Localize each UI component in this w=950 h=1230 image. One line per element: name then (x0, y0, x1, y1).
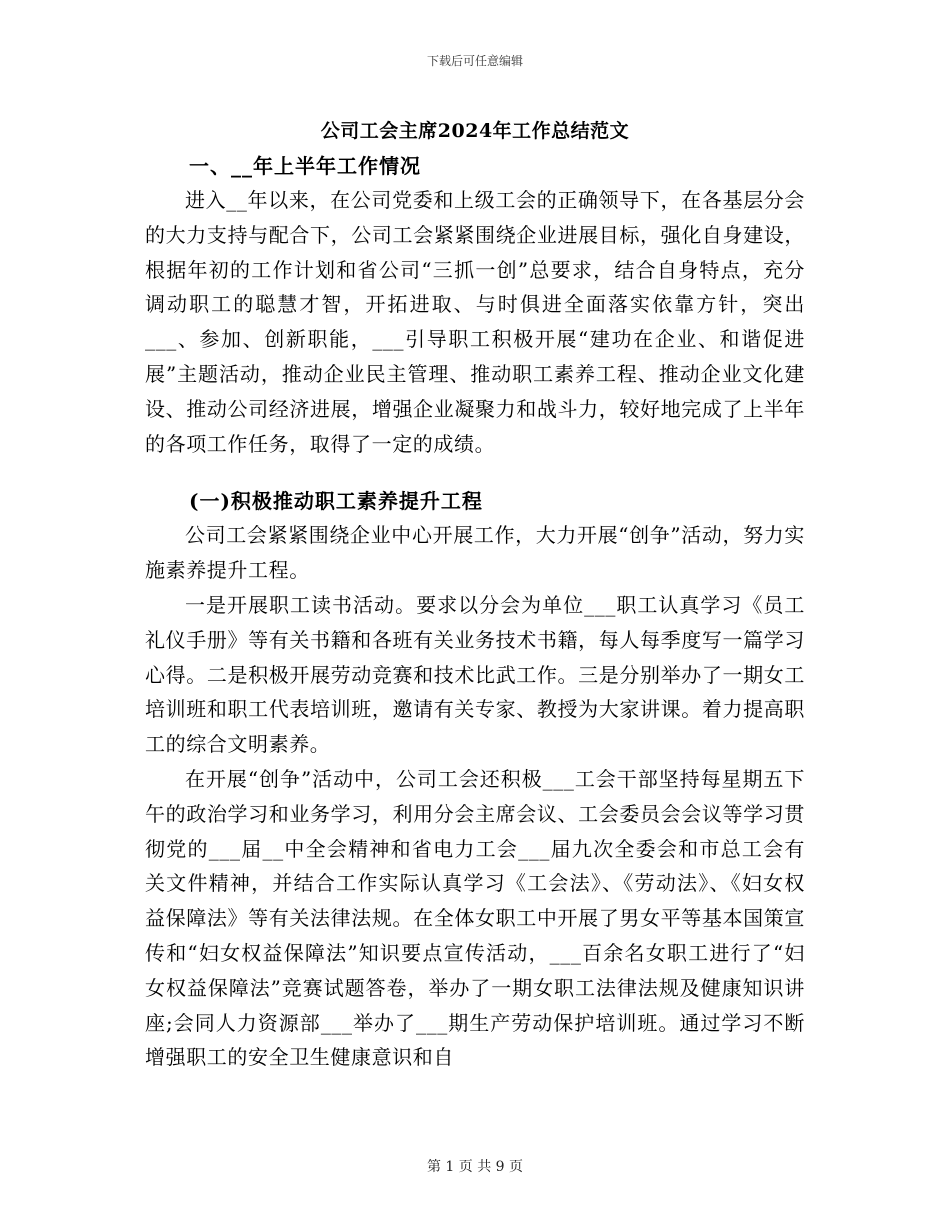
document-title: 公司工会主席2024年工作总结范文 (320, 120, 630, 142)
paragraph-4: 在开展“创争”活动中，公司工会还积极___工会干部坚持每星期五下午的政治学习和业务学习，利用分会主席会议、工会委员会会议等学习贯彻党的___届__中全会精神和省电力工会___届九次全委会和市总工会有关文件精神，并结合工作实际认真学习《工会法》、《劳动法》、《妇女权益保障法》等有关法律法规。在全体女职工中开展了男女平等基本国策宣传和“妇女权益保障法”知识要点宣传活动，___百余名女职工进行了“妇女权益保障法”竞赛试题答卷，举办了一期女职工法律法规及健康知识讲座;会同人力资源部___举办了___期生产劳动保护培训班。通过学习不断增强职工的安全卫生健康意识和自 (145, 767, 805, 1070)
header-note: 下载后可任意编辑 (426, 54, 523, 68)
paragraph-1: 进入__年以来，在公司党委和上级工会的正确领导下，在各基层分会的大力支持与配合下，公司工会紧紧围绕企业进展目标，强化自身建设，根据年初的工作计划和省公司“三抓一创”总要求，结合自身特点，充分调动职工的聪慧才智，开拓进取、与时俱进全面落实依靠方针，突出___、参加、创新职能，___引导职工积极开展“建功在企业、和谐促进展”主题活动，推动企业民主管理、推动职工素养工程、推动企业文化建设、推动公司经济进展，增强企业凝聚力和战斗力，较好地完成了上半年的各项工作任务，取得了一定的成绩。 (145, 188, 805, 456)
paragraph-2: 公司工会紧紧围绕企业中心开展工作，大力开展“创争”活动，努力实施素养提升工程。 (145, 523, 805, 582)
paragraph-3: 一是开展职工读书活动。要求以分会为单位___职工认真学习《员工礼仪手册》等有关书籍和各班有关业务技术书籍，每人每季度写一篇学习心得。二是积极开展劳动竞赛和技术比武工作。三是分别举办了一期女工培训班和职工代表培训班，邀请有关专家、教授为大家讲课。着力提高职工的综合文明素养。 (145, 593, 805, 757)
section-heading-1: 一、__年上半年工作情况 (189, 154, 421, 178)
page-footer: 第 1 页 共 9 页 (426, 1159, 524, 1175)
subsection-heading-1: (一)积极推动职工素养提升工程 (189, 489, 483, 513)
